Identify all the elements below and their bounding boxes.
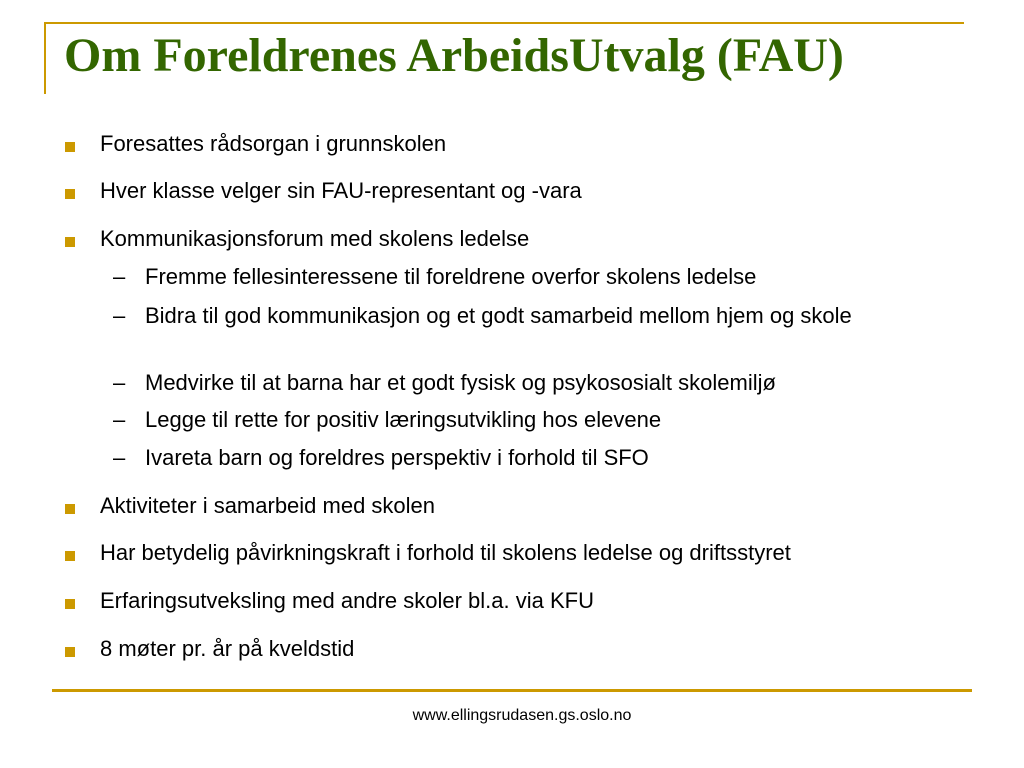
- dash-bullet: –: [113, 303, 126, 328]
- sub-list-item: Legge til rette for positiv læringsutvikling hos elevene: [145, 407, 662, 432]
- sub-list-item: Fremme fellesinteressene til foreldrene overfor skolens ledelse: [145, 264, 757, 289]
- list-item: Foresattes rådsorgan i grunnskolen: [100, 131, 447, 156]
- square-bullet-icon: [65, 647, 75, 657]
- sub-list-item: Bidra til god kommunikasjon og et godt samarbeid mellom hjem og skole: [145, 303, 852, 328]
- slide-title: Om Foreldrenes ArbeidsUtvalg (FAU): [64, 29, 844, 82]
- sub-list-item: Medvirke til at barna har et godt fysisk og psykososialt skolemiljø: [145, 370, 776, 395]
- square-bullet-icon: [65, 504, 75, 514]
- dash-bullet: –: [113, 445, 126, 470]
- dash-bullet: –: [113, 264, 126, 289]
- title-frame-top-line: [44, 22, 964, 24]
- square-bullet-icon: [65, 142, 75, 152]
- sub-list-item: Ivareta barn og foreldres perspektiv i forhold til SFO: [145, 445, 649, 470]
- dash-bullet: –: [113, 407, 126, 432]
- list-item: Erfaringsutveksling med andre skoler bl.a. via KFU: [100, 588, 594, 613]
- list-item: Kommunikasjonsforum med skolens ledelse: [100, 226, 530, 251]
- footer-divider: [52, 689, 972, 692]
- footer-url: www.ellingsrudasen.gs.oslo.no: [412, 707, 632, 724]
- list-item: 8 møter pr. år på kveldstid: [100, 636, 355, 661]
- square-bullet-icon: [65, 189, 75, 199]
- list-item: Har betydelig påvirkningskraft i forhold til skolens ledelse og driftsstyret: [100, 540, 791, 565]
- square-bullet-icon: [65, 551, 75, 561]
- square-bullet-icon: [65, 599, 75, 609]
- dash-bullet: –: [113, 370, 126, 395]
- square-bullet-icon: [65, 237, 75, 247]
- list-item: Hver klasse velger sin FAU-representant og -vara: [100, 178, 582, 203]
- list-item: Aktiviteter i samarbeid med skolen: [100, 493, 436, 518]
- title-frame-left-line: [44, 22, 46, 94]
